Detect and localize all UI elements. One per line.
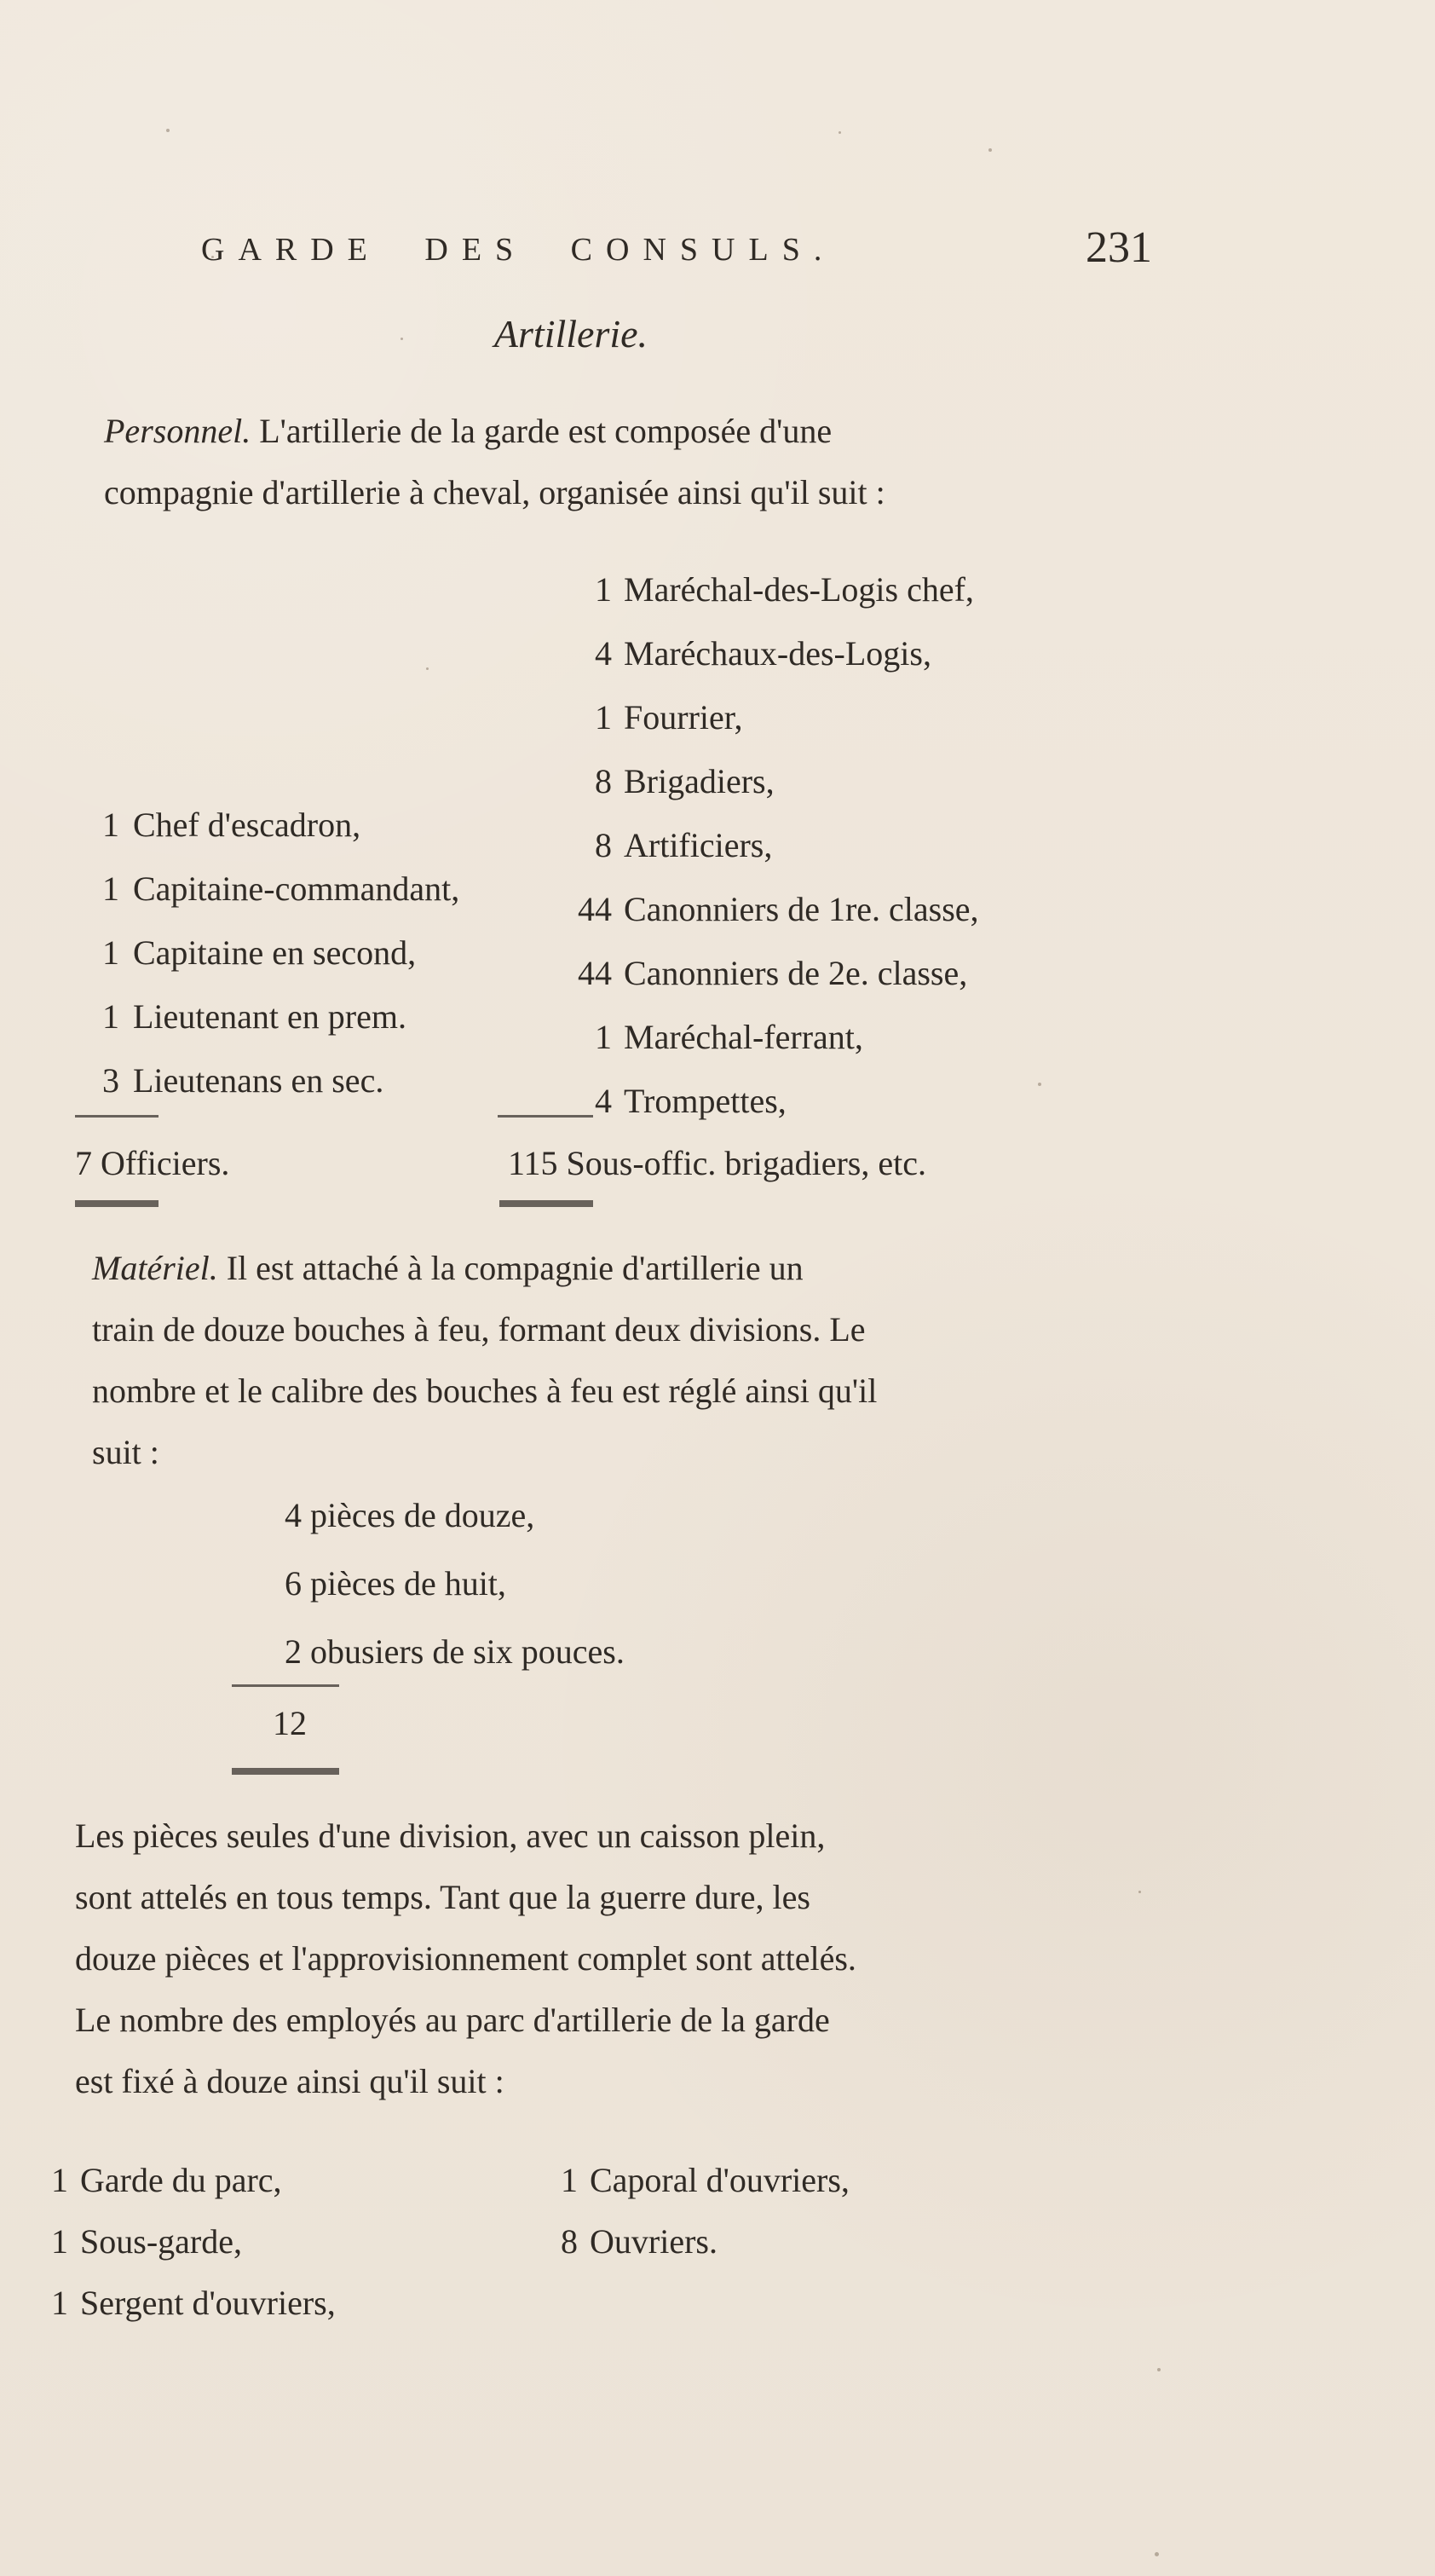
artillery-item: 2 obusiers de six pouces. xyxy=(285,1632,625,1671)
employee-entry xyxy=(48,2273,491,2334)
employee-label: Ouvriers. xyxy=(590,2222,718,2261)
roster-left-label: Capitaine-commandant, xyxy=(133,869,460,908)
roster-right-entry xyxy=(533,749,1181,813)
roster-left-qty: 1 xyxy=(102,997,119,1036)
materiel-paragraph xyxy=(92,1238,1157,1483)
artillery-item: 6 pièces de huit, xyxy=(285,1564,506,1603)
roster-right-label: Artificiers, xyxy=(624,826,773,864)
personnel-lead: Personnel. xyxy=(104,412,251,450)
roster-right-bold-rule xyxy=(499,1200,593,1207)
materiel-line: suit : xyxy=(92,1433,159,1471)
paper-speck xyxy=(426,667,429,670)
employee-qty: 1 xyxy=(51,2284,68,2322)
page-number: 231 xyxy=(1086,223,1152,272)
roster-right-entry xyxy=(533,813,1181,877)
employee-entry xyxy=(557,2211,1000,2273)
personnel-line: compagnie d'artillerie à cheval, organisée ainsi qu'il suit : xyxy=(104,473,885,511)
roster-left-qty: 1 xyxy=(102,806,119,844)
closing-line: Le nombre des employés au parc d'artillerie de la garde xyxy=(75,2001,830,2039)
roster-right-rule xyxy=(498,1115,593,1118)
employee-qty: 1 xyxy=(51,2161,68,2199)
roster-left-entry xyxy=(72,793,515,857)
employee-label: Garde du parc, xyxy=(80,2161,282,2199)
closing-line: est fixé à douze ainsi qu'il suit : xyxy=(75,2062,504,2100)
paper-speck xyxy=(988,148,992,152)
paper-speck xyxy=(401,338,403,340)
roster-right-entry xyxy=(533,1069,1181,1133)
section-title: Artillerie. xyxy=(493,312,648,355)
employee-qty: 1 xyxy=(51,2222,68,2261)
roster-right-qty: 44 xyxy=(578,890,612,928)
employee-entry xyxy=(48,2211,491,2273)
roster-right-column xyxy=(533,557,1181,1133)
closing-paragraph xyxy=(75,1805,1157,2112)
materiel-line-text: Il est attaché à la compagnie d'artillerie un xyxy=(217,1249,804,1287)
roster-left-label: Capitaine en second, xyxy=(133,933,417,972)
roster-right-label: Maréchal-ferrant, xyxy=(624,1018,863,1056)
roster-left-column xyxy=(72,793,515,1112)
roster-left-label: Chef d'escadron, xyxy=(133,806,361,844)
artillery-list xyxy=(285,1481,625,1686)
roster-left-qty: 1 xyxy=(102,933,119,972)
roster-right-label: Maréchal-des-Logis chef, xyxy=(624,570,974,609)
roster-right-total: 115 Sous-offic. brigadiers, etc. xyxy=(508,1144,926,1182)
roster-right-qty: 1 xyxy=(595,1018,612,1056)
employee-label: Sous-garde, xyxy=(80,2222,242,2261)
materiel-lead: Matériel. xyxy=(92,1249,218,1287)
roster-left-entry xyxy=(72,1048,515,1112)
employee-right-column xyxy=(557,2150,1000,2273)
artillery-rule xyxy=(232,1684,339,1687)
roster-right-label: Fourrier, xyxy=(624,698,743,736)
closing-line: Les pièces seules d'une division, avec un caisson plein, xyxy=(75,1816,826,1855)
employee-left-column xyxy=(48,2150,491,2334)
roster-left-bold-rule xyxy=(75,1200,158,1207)
roster-right-qty: 1 xyxy=(595,570,612,609)
employee-label: Sergent d'ouvriers, xyxy=(80,2284,336,2322)
roster-right-label: Maréchaux-des-Logis, xyxy=(624,634,931,673)
paper-speck xyxy=(166,129,170,132)
roster-right-entry xyxy=(533,941,1181,1005)
roster-right-qty: 8 xyxy=(595,826,612,864)
roster-right-entry xyxy=(533,877,1181,941)
roster-left-label: Lieutenans en sec. xyxy=(133,1061,384,1100)
artillery-bold-rule xyxy=(232,1768,339,1775)
personnel-paragraph xyxy=(104,401,1157,523)
employee-label: Caporal d'ouvriers, xyxy=(590,2161,850,2199)
roster-right-entry xyxy=(533,621,1181,685)
roster-left-rule xyxy=(75,1115,158,1118)
materiel-line: train de douze bouches à feu, formant deux divisions. Le xyxy=(92,1310,866,1349)
closing-line: douze pièces et l'approvisionnement complet sont attelés. xyxy=(75,1939,856,1978)
employee-entry xyxy=(557,2150,1000,2211)
employee-qty: 8 xyxy=(561,2222,578,2261)
artillery-item: 4 pièces de douze, xyxy=(285,1496,535,1534)
roster-right-label: Canonniers de 1re. classe, xyxy=(624,890,979,928)
personnel-line xyxy=(104,401,1157,462)
artillery-total: 12 xyxy=(273,1704,307,1742)
roster-right-qty: 44 xyxy=(578,954,612,992)
paper-speck xyxy=(1157,2368,1161,2371)
roster-left-total: 7 Officiers. xyxy=(75,1144,230,1182)
paper-speck xyxy=(839,131,841,134)
paper-speck xyxy=(1155,2552,1159,2556)
roster-right-label: Trompettes, xyxy=(624,1082,787,1120)
roster-right-qty: 4 xyxy=(595,1082,612,1120)
personnel-line-text: L'artillerie de la garde est composée d'une xyxy=(251,412,833,450)
running-header: GARDE DES CONSULS. xyxy=(201,232,836,268)
roster-right-qty: 1 xyxy=(595,698,612,736)
roster-left-label: Lieutenant en prem. xyxy=(133,997,406,1036)
materiel-line: nombre et le calibre des bouches à feu est réglé ainsi qu'il xyxy=(92,1372,878,1410)
roster-right-entry xyxy=(533,1005,1181,1069)
employee-qty: 1 xyxy=(561,2161,578,2199)
roster-right-entry xyxy=(533,685,1181,749)
roster-left-entry xyxy=(72,857,515,921)
roster-left-entry xyxy=(72,921,515,985)
roster-right-label: Brigadiers, xyxy=(624,762,775,800)
roster-right-label: Canonniers de 2e. classe, xyxy=(624,954,968,992)
roster-left-qty: 1 xyxy=(102,869,119,908)
closing-line: sont attelés en tous temps. Tant que la guerre dure, les xyxy=(75,1878,810,1916)
roster-left-qty: 3 xyxy=(102,1061,119,1100)
roster-right-qty: 4 xyxy=(595,634,612,673)
roster-left-entry xyxy=(72,985,515,1048)
employee-entry xyxy=(48,2150,491,2211)
roster-right-qty: 8 xyxy=(595,762,612,800)
roster-right-entry xyxy=(533,557,1181,621)
materiel-line xyxy=(92,1238,1157,1299)
